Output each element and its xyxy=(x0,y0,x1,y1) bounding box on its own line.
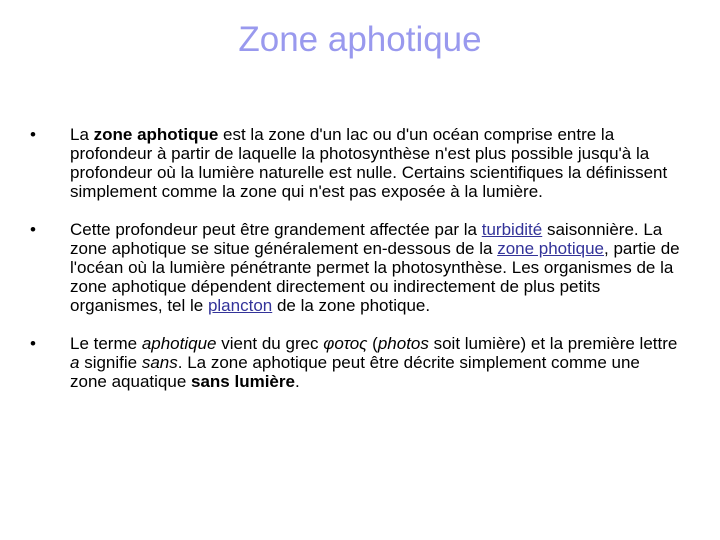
italic-greek-word: φοτος xyxy=(323,334,368,353)
italic-letter: a xyxy=(70,353,80,372)
slide-title: Zone aphotique xyxy=(238,20,482,59)
bullet-item-depth xyxy=(30,220,680,315)
bullet-text xyxy=(70,220,680,315)
text-run: . xyxy=(294,372,300,391)
link-turbidite[interactable]: turbidité xyxy=(481,220,543,239)
text-run: La xyxy=(70,125,94,144)
bullet-list xyxy=(30,125,680,410)
bullet-item-definition xyxy=(30,125,680,201)
text-run: . La zone aphotique peut être décrite simplement comme une zone aquatique xyxy=(70,353,640,391)
bold-term: sans lumière xyxy=(191,372,295,391)
text-run: , partie de l'océan où la lumière pénétrante permet la photosynthèse. Les organismes de la zone aphotique dépendent directement ou indirectement de plus petits organismes, tel le xyxy=(70,239,680,315)
bullet-text xyxy=(70,125,680,201)
italic-term: photos xyxy=(377,334,429,353)
italic-term: sans xyxy=(141,353,178,372)
text-run: Cette profondeur peut être grandement affectée par la xyxy=(70,220,482,239)
text-run: ( xyxy=(367,334,378,353)
bold-term: zone aphotique xyxy=(93,125,219,144)
text-run: signifie xyxy=(79,353,142,372)
bullet-marker: • xyxy=(30,125,36,144)
link-plancton[interactable]: plancton xyxy=(207,296,273,315)
text-run: saisonnière. La zone aphotique se situe généralement en-dessous de la xyxy=(70,220,663,258)
text-run: soit lumière) et la première lettre xyxy=(428,334,678,353)
italic-term: aphotique xyxy=(141,334,217,353)
text-run: Le terme xyxy=(70,334,142,353)
bullet-text xyxy=(70,334,680,391)
text-run: vient du grec xyxy=(216,334,324,353)
bullet-item-etymology xyxy=(30,334,680,391)
text-run: est la zone d'un lac ou d'un océan comprise entre la profondeur à partir de laquelle la photosynthèse n'est plus possible jusqu'à la profondeur où la lumière naturelle est nulle. Certains scientifiques la définissent simplement comme la zone qui n'est pas exposée à la lumière. xyxy=(70,125,668,201)
text-run: de la zone photique. xyxy=(272,296,431,315)
bullet-marker: • xyxy=(30,220,36,239)
bullet-marker: • xyxy=(30,334,36,353)
link-zone-photique[interactable]: zone photique xyxy=(497,239,605,258)
